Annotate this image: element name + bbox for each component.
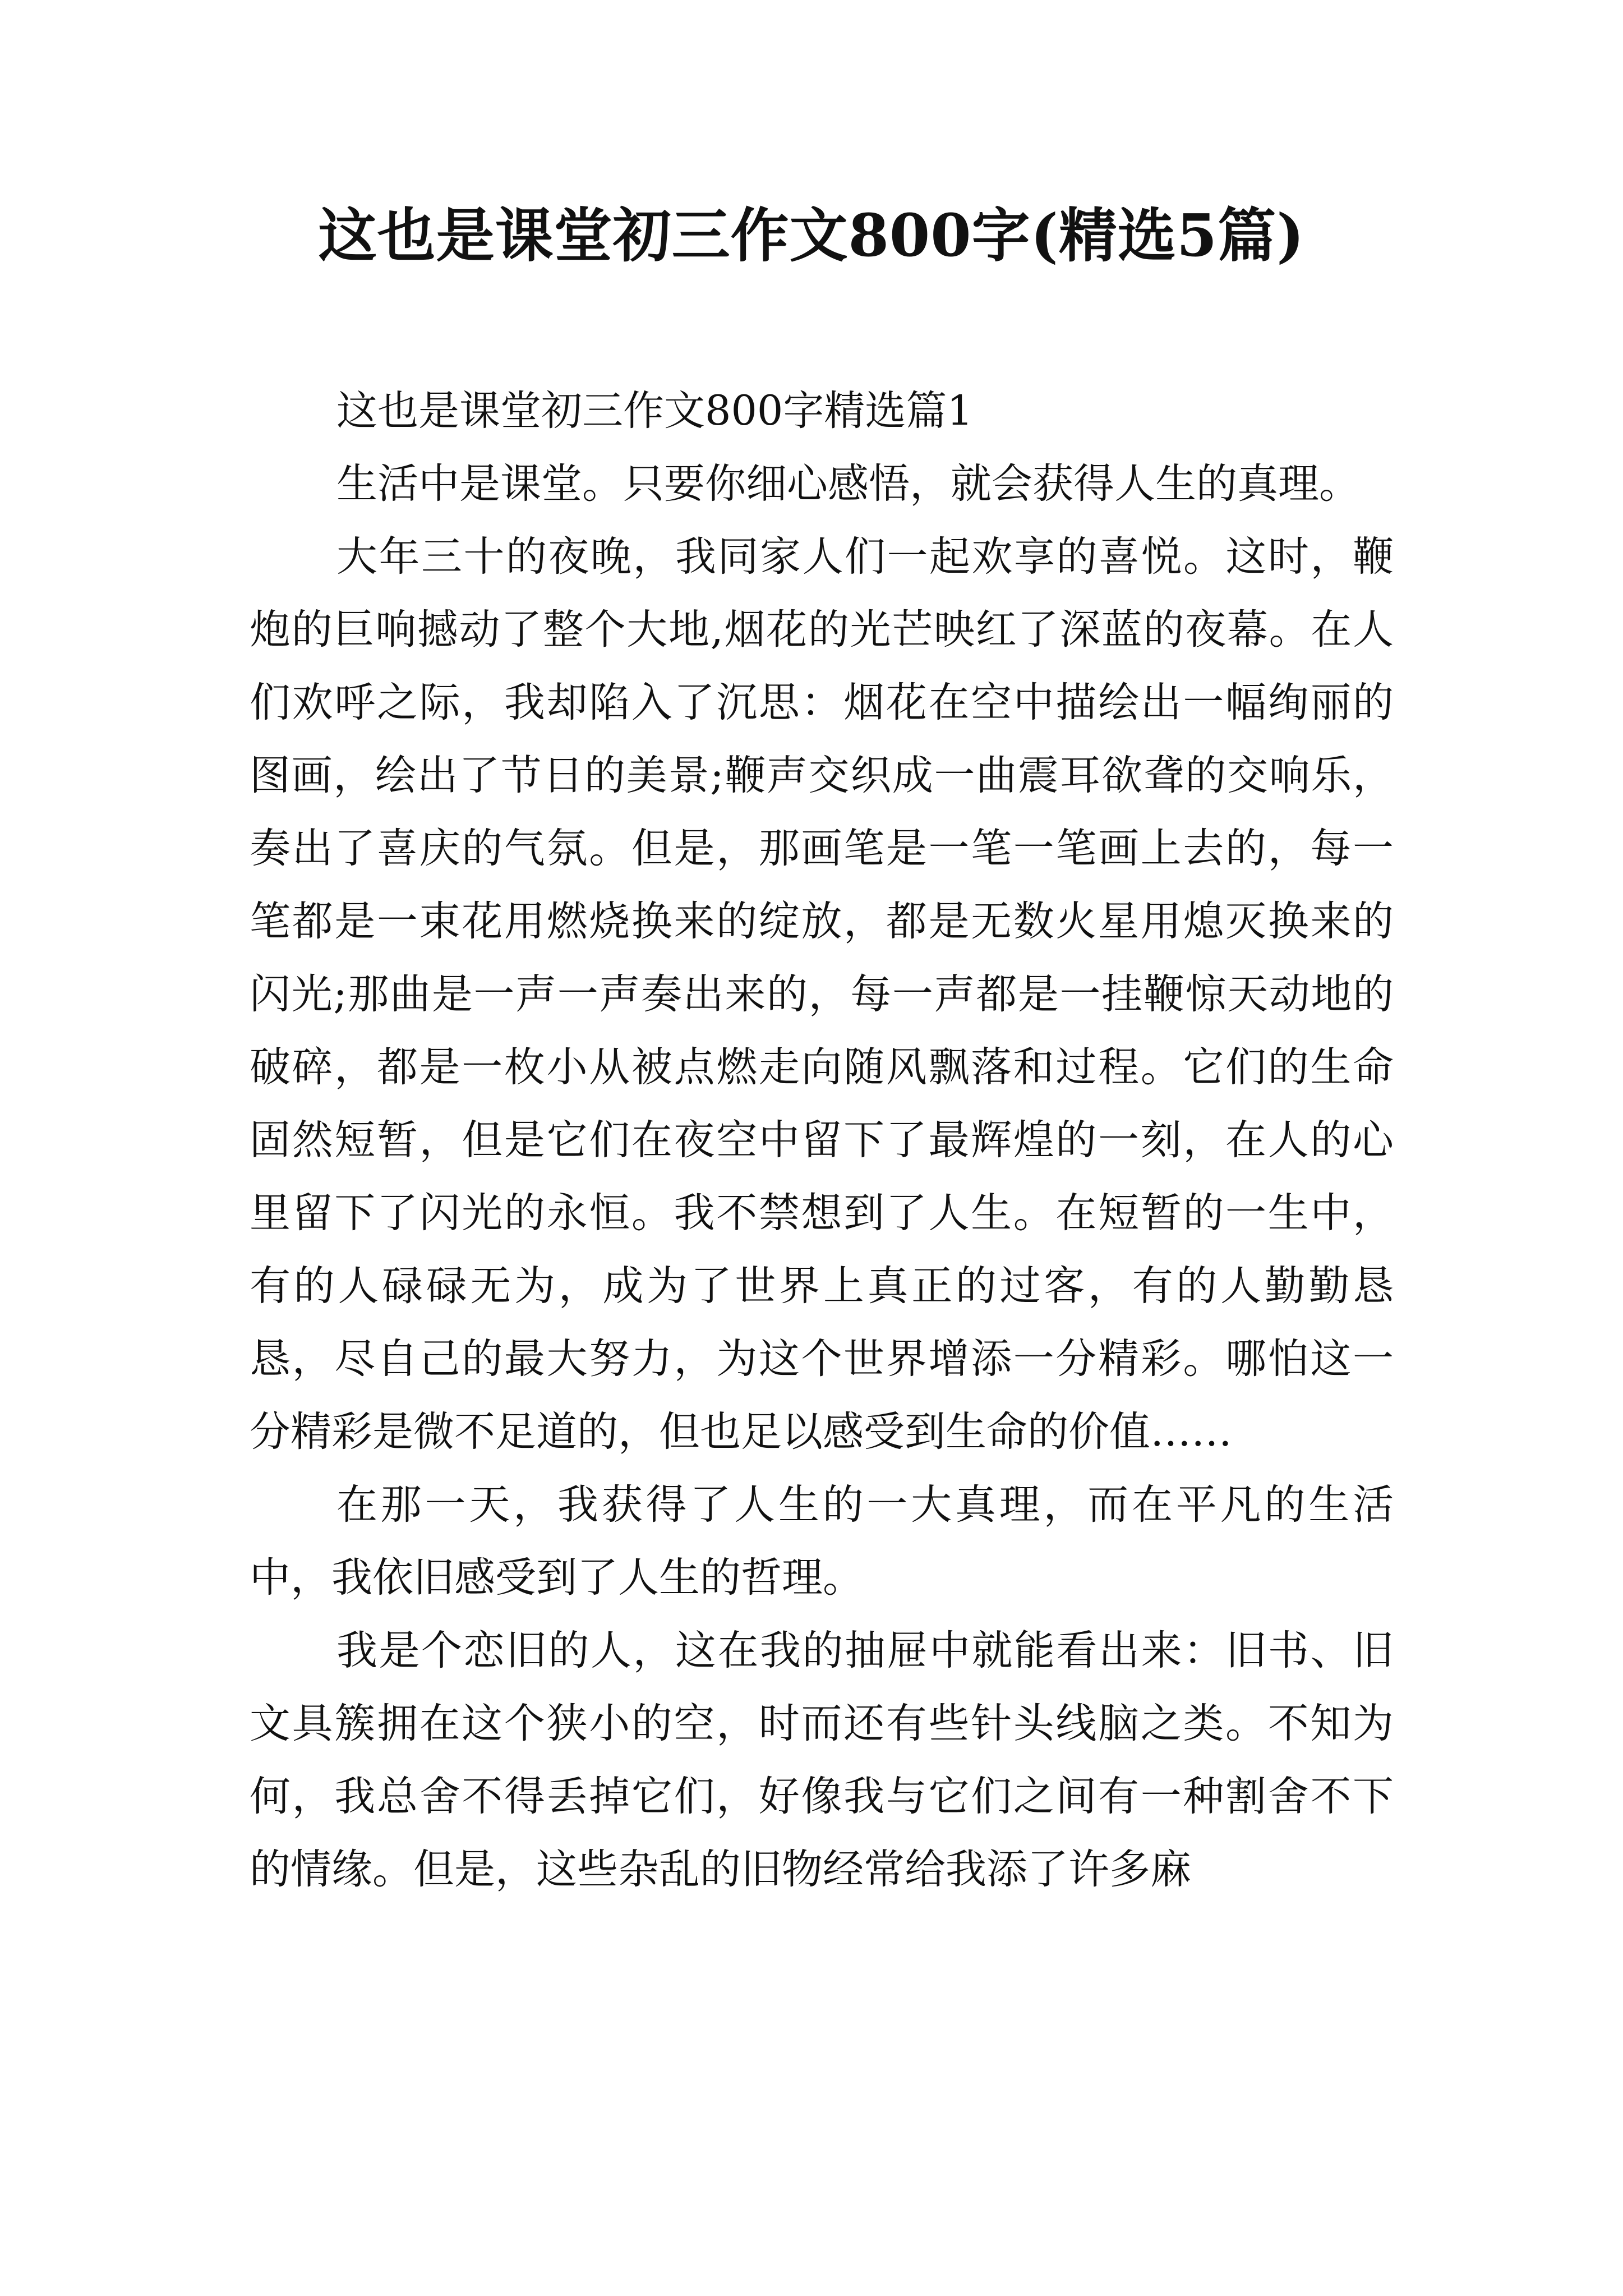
document-title: 这也是课堂初三作文800字(精选5篇): [318, 201, 1305, 270]
section-heading: 这也是课堂初三作文800字精选篇1: [336, 387, 973, 435]
body-paragraph: 大年三十的夜晚，我同家人们一起欢享的喜悦。这时，鞭炮的巨响撼动了整个大地,烟花的光芒映红了深蓝的夜幕。在人们欢呼之际，我却陷入了沉思：烟花在空中描绘出一幅绚丽的图画，绘出了节日的美景;鞭声交织成一曲震耳欲聋的交响乐，奏出了喜庆的气氛。但是，那画笔是一笔一笔画上去的，每一笔都是一束花用燃烧换来的绽放，都是无数火星用熄灭换来的闪光;那曲是一声一声奏出来的，每一声都是一挂鞭惊天动地的破碎，都是一枚小从被点燃走向随风飘落和过程。它们的生命固然短暂，但是它们在夜空中留下了最辉煌的一刻，在人的心里留下了闪光的永恒。我不禁想到了人生。在短暂的一生中，有的人碌碌无为，成为了世界上真正的过客，有的人勤勤恳恳，尽自己的最大努力，为这个世界增添一分精彩。哪怕这一分精彩是微不足道的，但也足以感受到生命的价值……: [250, 533, 1394, 1456]
body-paragraph: 我是个恋旧的人，这在我的抽屉中就能看出来：旧书、旧文具簇拥在这个狭小的空，时而还有些针头线脑之类。不知为何，我总舍不得丢掉它们，好像我与它们之间有一种割舍不下的情缘。但是，这些杂乱的旧物经常给我添了许多麻: [250, 1627, 1394, 1893]
body-paragraph: 生活中是课堂。只要你细心感悟，就会获得人生的真理。: [336, 460, 1360, 508]
document-body: [250, 375, 1394, 1906]
body-paragraph: 在那一天，我获得了人生的一大真理，而在平凡的生活中，我依旧感受到了人生的哲理。: [250, 1481, 1394, 1602]
